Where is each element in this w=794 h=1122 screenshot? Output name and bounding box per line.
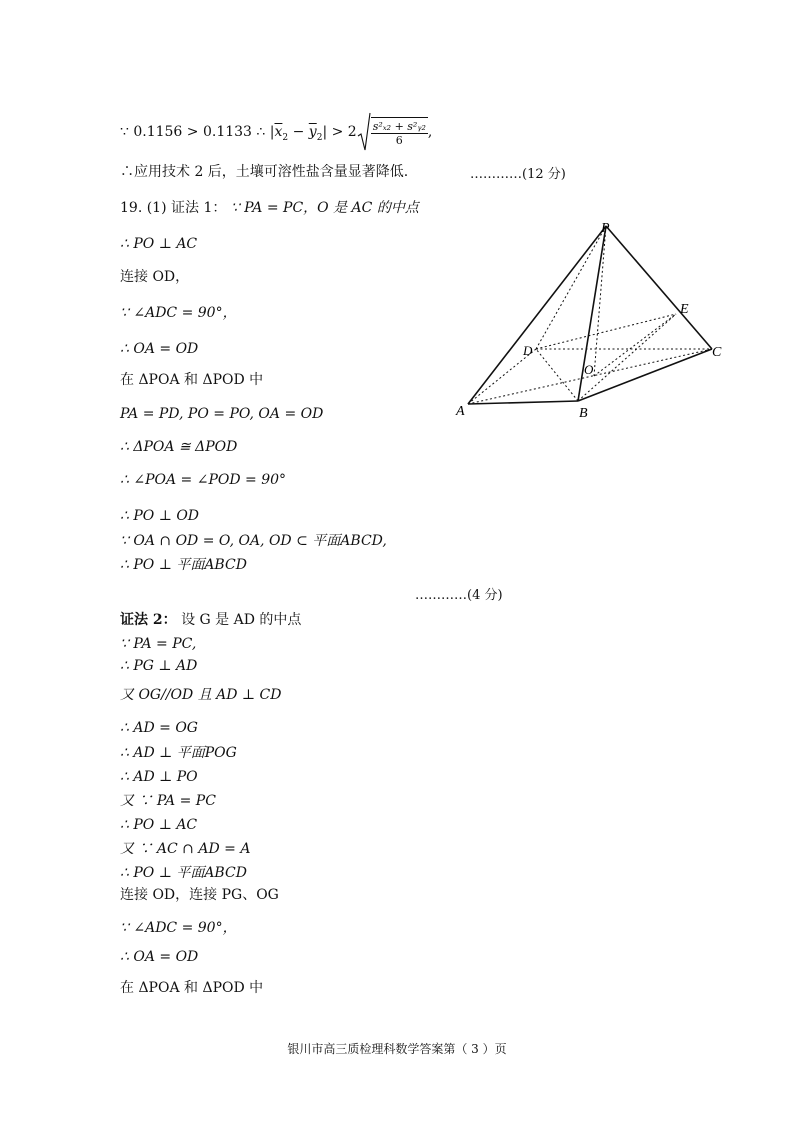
sqrt-expression [357, 112, 428, 152]
proof1-line-3: ∵ ∠ADC = 90°， [120, 305, 237, 321]
inequality-prefix: ∵ 0.1156 > 0.1133 ∴ | [120, 124, 275, 140]
segment-PO [594, 226, 606, 376]
proof2-line-2: ∴ PG ⊥ AD [120, 658, 198, 674]
label-O: O [584, 362, 594, 377]
proof1-premise: ∵ PA = PC，O 是 AC 的中点 [230, 200, 419, 216]
label-B: B [579, 406, 588, 421]
edge-PA [468, 226, 606, 404]
segment-DE [536, 314, 676, 349]
proof2-premise: 设 G 是 AD 的中点 [181, 612, 302, 628]
proof2-line-9: 又 ∵ AC ∩ AD = A [120, 841, 251, 857]
proof2-line-1: ∵ PA = PC, [120, 636, 197, 652]
proof2-line-12: ∵ ∠ADC = 90°， [120, 920, 237, 936]
proof2-line-3: 又 OG//OD 且 AD ⊥ CD [120, 687, 282, 703]
sqrt-fraction [371, 117, 428, 147]
sqrt-sign-icon [357, 112, 371, 152]
proof2-line-13: ∴ OA = OD [120, 949, 199, 965]
label-C: C [712, 345, 722, 360]
proof1-line-4: ∴ OA = OD [120, 341, 199, 357]
sqrt-denominator: 6 [395, 134, 403, 147]
proof2-line-14: 在 ΔPOA 和 ΔPOD 中 [120, 980, 264, 996]
proof2-line-7: 又 ∵ PA = PC [120, 793, 216, 809]
conclusion-line: ∴应用技术 2 后，土壤可溶性盐含量显著降低. [120, 164, 409, 180]
proof1-line-6: PA = PD, PO = PO, OA = OD [120, 406, 324, 422]
edge-BC [578, 349, 712, 401]
proof1-line-5: 在 ΔPOA 和 ΔPOD 中 [120, 372, 264, 388]
proof1-line-10: ∵ OA ∩ OD = O, OA, OD ⊂ 平面ABCD, [120, 533, 387, 549]
line1-end: , [427, 124, 433, 140]
proof2-label: 证法 2： [120, 612, 177, 628]
proof1-line-1: ∴ PO ⊥ AC [120, 236, 198, 252]
label-E: E [680, 302, 689, 317]
proof2-line-6: ∴ AD ⊥ PO [120, 769, 198, 785]
y2-subscript: 2 [316, 132, 323, 143]
label-A: A [456, 404, 465, 419]
proof2-heading [120, 610, 301, 630]
pyramid-figure [450, 218, 750, 428]
score-4: …………(4 分) [415, 588, 503, 603]
label-D: D [523, 343, 533, 358]
diag-BD [536, 349, 578, 401]
proof2-line-4: ∴ AD = OG [120, 720, 198, 736]
proof2-line-10: ∴ PO ⊥ 平面ABCD [120, 865, 247, 881]
question-number: 19. (1) [120, 200, 167, 216]
proof1-heading [120, 198, 419, 218]
label-P: P [601, 221, 610, 236]
proof1-line-8: ∴ ∠POA = ∠POD = 90° [120, 472, 287, 488]
proof2-line-11: 连接 OD，连接 PG、OG [120, 887, 279, 903]
edge-AB [468, 401, 578, 404]
proof2-line-5: ∴ AD ⊥ 平面POG [120, 745, 237, 761]
edge-PC [606, 226, 712, 349]
segment-BE [578, 314, 676, 401]
score-12: …………(12 分) [470, 167, 566, 182]
x2-mean: $\overline{x}$ [274, 124, 283, 140]
proof1-line-2: 连接 OD， [120, 269, 190, 285]
proof2-line-8: ∴ PO ⊥ AC [120, 817, 198, 833]
proof1-line-11: ∴ PO ⊥ 平面ABCD [120, 557, 247, 573]
abs-close-compare: | > 2 [322, 124, 357, 140]
proof1-line-7: ∴ ΔPOA ≅ ΔPOD [120, 439, 238, 455]
x2-subscript: 2 [282, 132, 289, 143]
proof1-line-9: ∴ PO ⊥ OD [120, 508, 200, 524]
proof1-label: 证法 1： [171, 200, 227, 216]
minus-sign: − [288, 124, 309, 140]
sqrt-numerator: s²ₓ₂ + s²ᵧ₂ [372, 120, 426, 133]
inequality-line [120, 112, 432, 152]
page-footer: 银川市高三质检理科数学答案第（ 3 ）页 [287, 1042, 507, 1056]
y2-mean: $\overline{y}$ [308, 124, 317, 140]
